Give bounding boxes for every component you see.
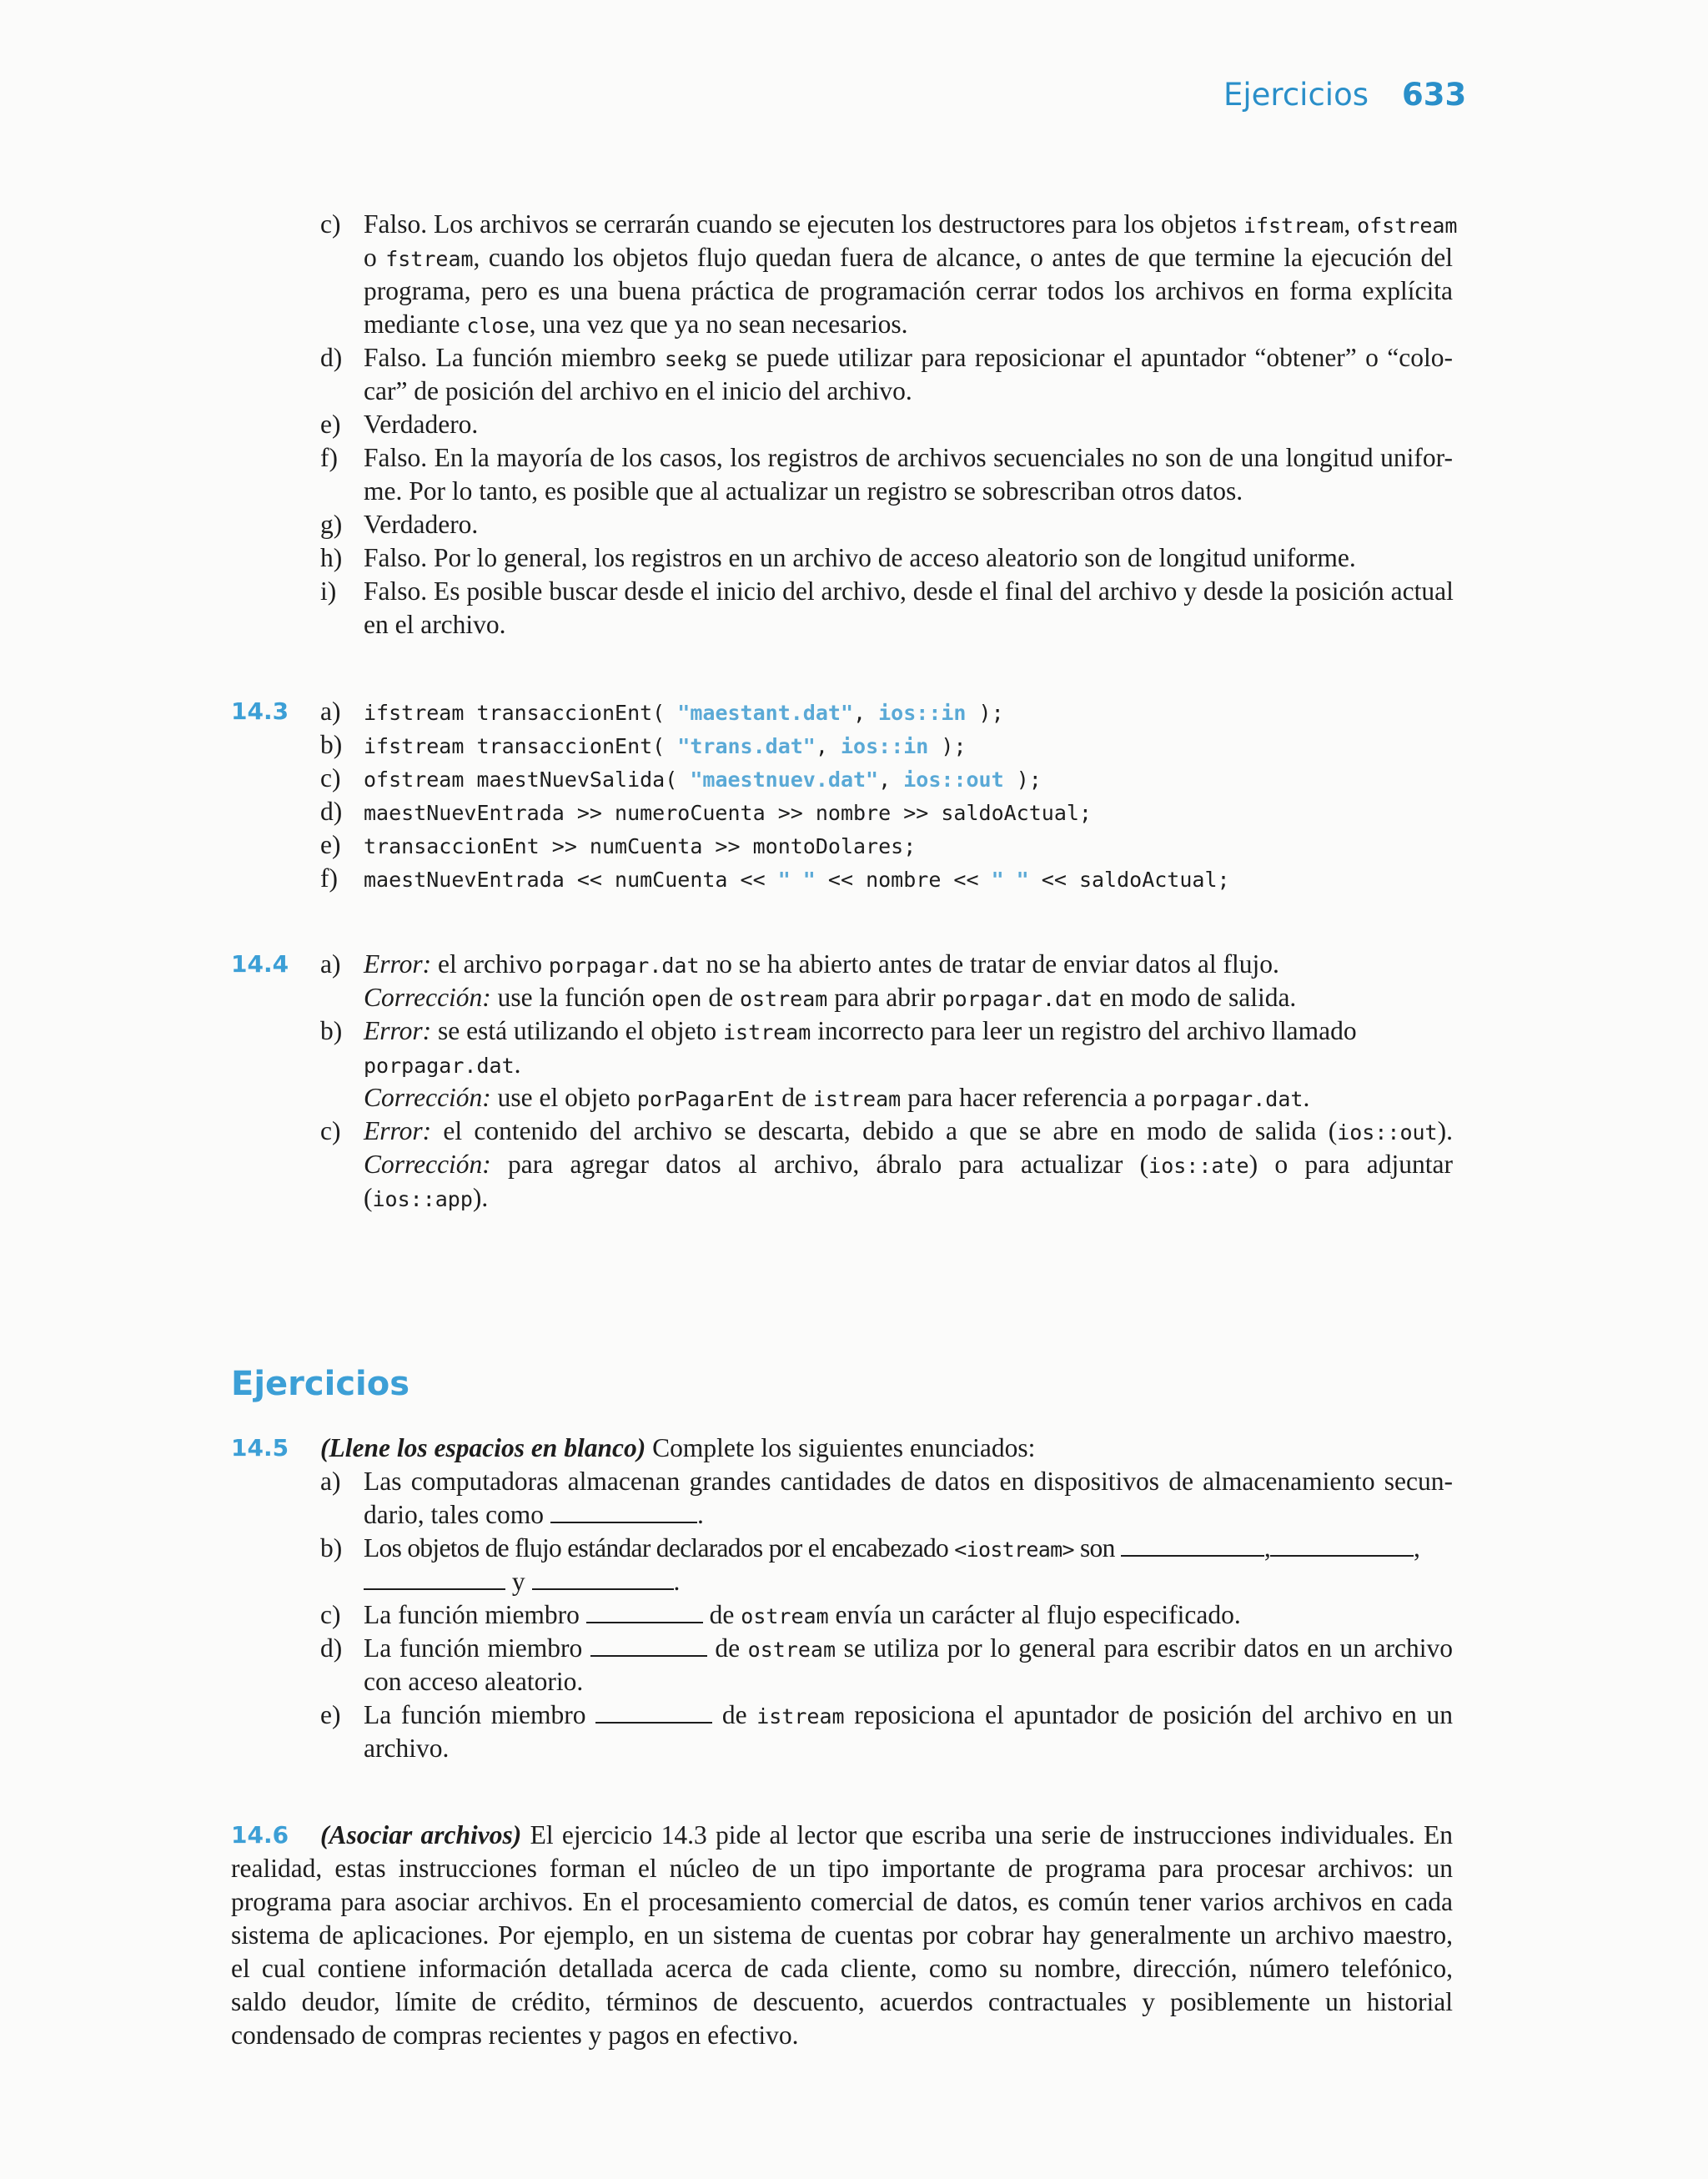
answer-line: porpagar.dat. — [364, 1049, 521, 1079]
exercise-intro: (Llene los espacios en blanco) Complete los siguientes enunciados: — [320, 1433, 1036, 1462]
code-line: ofstream maestNuevSalida( "maestnuev.dat", ios::out ); — [364, 767, 1042, 792]
item-label: e) — [320, 1700, 341, 1729]
code-line: ifstream transaccionEnt( "trans.dat", ios::in ); — [364, 734, 967, 758]
item-label: a) — [320, 949, 341, 979]
answer-line: Error: el contenido del archivo se descarta, debido a que se abre en modo de salida (ios::out). — [364, 1116, 1453, 1145]
answer-line: Verdadero. — [364, 410, 479, 439]
item-label: d) — [320, 343, 343, 372]
paragraph-line: realidad, estas instrucciones forman el núcleo de un tipo importante de programa para procesar archivos: un — [231, 1854, 1453, 1883]
question-line: La función miembro de istream reposiciona el apuntador de posición del archivo en un — [364, 1700, 1454, 1729]
fill-in-blank — [532, 1568, 674, 1590]
answer-line: Falso. Los archivos se cerrarán cuando se ejecuten los destructores para los objetos ifstream, ofstream — [364, 209, 1458, 239]
item-label: c) — [320, 1116, 341, 1145]
item-label: b) — [320, 1533, 343, 1563]
paragraph-line: (Asociar archivos) El ejercicio 14.3 pide al lector que escriba una serie de instrucciones individuales. En — [320, 1820, 1454, 1849]
item-label: c) — [320, 1600, 341, 1629]
exercise-number: 14.4 — [231, 950, 289, 978]
fill-in-blank — [590, 1635, 707, 1657]
section-heading: Ejercicios — [231, 1365, 410, 1403]
paragraph-line: saldo deudor, límite de crédito, términos de descuento, acuerdos contractuales y posiblemente un historial — [231, 1987, 1453, 2016]
header-title: Ejercicios — [1223, 77, 1369, 113]
item-label: f) — [320, 443, 338, 472]
item-label: b) — [320, 730, 343, 759]
fill-in-blank — [586, 1602, 703, 1623]
exercise-number: 14.3 — [231, 697, 289, 725]
paragraph-line: el cual contiene información detallada acerca de cada cliente, como su nombre, dirección, número telefónico, — [231, 1954, 1453, 1983]
code-line: transaccionEnt >> numCuenta >> montoDolares; — [364, 834, 917, 858]
code-line: ifstream transaccionEnt( "maestant.dat", ios::in ); — [364, 701, 1004, 725]
question-line: y . — [364, 1565, 680, 1598]
answer-line: Corrección: use la función open de ostream para abrir porpagar.dat en modo de salida. — [364, 983, 1297, 1012]
code-line: maestNuevEntrada >> numeroCuenta >> nombre >> saldoActual; — [364, 801, 1092, 825]
header-page-number: 633 — [1402, 77, 1467, 113]
answer-line: Error: el archivo porpagar.dat no se ha abierto antes de tratar de enviar datos al flujo. — [364, 949, 1279, 979]
question-line: con acceso aleatorio. — [364, 1667, 584, 1696]
answer-line: Verdadero. — [364, 510, 479, 539]
item-label: i) — [320, 576, 337, 606]
item-label: d) — [320, 797, 343, 826]
answer-line: Falso. Por lo general, los registros en un archivo de acceso aleatorio son de longitud uniforme. — [364, 543, 1356, 572]
item-label: c) — [320, 763, 341, 793]
answer-line: Error: se está utilizando el objeto istream incorrecto para leer un registro del archivo llamado — [364, 1016, 1357, 1045]
code-line: maestNuevEntrada << numCuenta << " " << nombre << " " << saldoActual; — [364, 868, 1230, 892]
item-label: d) — [320, 1633, 343, 1663]
paragraph-line: programa para asociar archivos. En el procesamiento comercial de datos, es común tener varios archivos en cada — [231, 1887, 1453, 1916]
question-line: dario, tales como . — [364, 1500, 704, 1529]
exercise-number: 14.5 — [231, 1434, 289, 1462]
paragraph-line: sistema de aplicaciones. Por ejemplo, en un sistema de cuentas por cobrar hay generalmente un archivo maestro, — [231, 1920, 1453, 1950]
exercise-number: 14.6 — [231, 1821, 289, 1849]
question-line: Los objetos de flujo estándar declarados por el encabezado <iostream> son , , — [364, 1533, 1420, 1563]
answer-line: me. Por lo tanto, es posible que al actualizar un registro se sobrescriban otros datos. — [364, 476, 1243, 506]
answer-line: mediante close, una vez que ya no sean necesarios. — [364, 309, 908, 339]
item-label: e) — [320, 410, 341, 439]
fill-in-blank — [1270, 1535, 1414, 1557]
fill-in-blank — [364, 1568, 505, 1590]
item-label: a) — [320, 697, 341, 726]
answer-line: o fstream, cuando los objetos flujo quedan fuera de alcance, o antes de que termine la ejecución del — [364, 243, 1453, 272]
answer-line: Corrección: use el objeto porPagarEnt de istream para hacer referencia a porpagar.dat. — [364, 1083, 1310, 1112]
question-line: archivo. — [364, 1734, 450, 1763]
item-label: a) — [320, 1467, 341, 1496]
answer-line: programa, pero es una buena práctica de programación cerrar todos los archivos en forma explícita — [364, 276, 1453, 305]
fill-in-blank — [1121, 1535, 1264, 1557]
item-label: f) — [320, 863, 338, 893]
item-label: h) — [320, 543, 343, 572]
answer-line: en el archivo. — [364, 610, 506, 639]
question-line: La función miembro de ostream envía un carácter al flujo especificado. — [364, 1600, 1241, 1629]
question-line: La función miembro de ostream se utiliza por lo general para escribir datos en un archivo — [364, 1633, 1454, 1663]
item-label: b) — [320, 1016, 343, 1045]
answer-line: Falso. En la mayoría de los casos, los registros de archivos secuenciales no son de una longitud unifor- — [364, 443, 1453, 472]
answer-line: Corrección: para agregar datos al archivo, ábralo para actualizar (ios::ate) o para adjuntar — [364, 1150, 1453, 1179]
answer-line: Falso. La función miembro seekg se puede utilizar para reposicionar el apuntador “obtener” o “colo- — [364, 343, 1453, 372]
question-line: Las computadoras almacenan grandes cantidades de datos en dispositivos de almacenamiento secun- — [364, 1467, 1453, 1496]
answer-line: (ios::app). — [364, 1183, 489, 1212]
item-label: c) — [320, 209, 341, 239]
item-label: e) — [320, 830, 341, 859]
answer-line: car” de posición del archivo en el inicio del archivo. — [364, 376, 912, 405]
fill-in-blank — [595, 1702, 712, 1724]
fill-in-blank — [550, 1502, 697, 1523]
answer-line: Falso. Es posible buscar desde el inicio del archivo, desde el final del archivo y desde la posición actual — [364, 576, 1454, 606]
item-label: g) — [320, 510, 343, 539]
paragraph-line: condensado de compras recientes y pagos en efectivo. — [231, 2020, 799, 2050]
